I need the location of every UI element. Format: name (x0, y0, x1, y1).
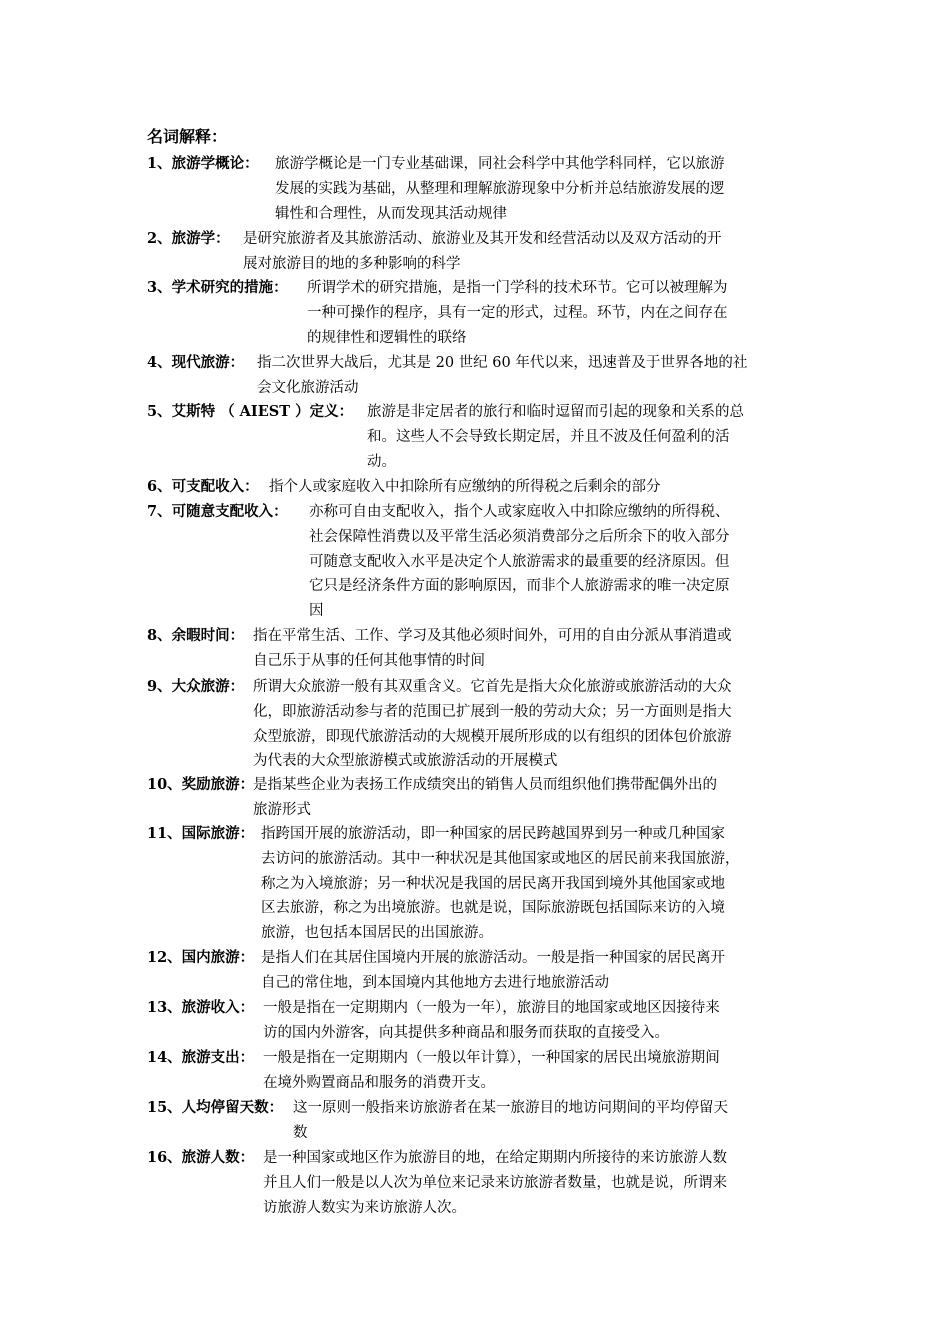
definition-line: 一般是指在一定期期内（一般为一年），旅游目的地国家或地区因接待来 (263, 1000, 720, 1016)
term-label: 9、大众旅游： (147, 678, 245, 695)
definition-line: 指个人或家庭收入中扣除所有应缴纳的所得税之后剩余的部分 (269, 479, 661, 495)
definition-line: 区去旅游，称之为出境旅游。也就是说，国际旅游既包括国际来访的入境 (261, 900, 725, 917)
term-label: 4、现代旅游： (147, 354, 245, 371)
definition-line: 去访问的旅游活动。其中一种状况是其他国家或地区的居民前来我国旅游， (261, 850, 740, 867)
term-label: 1、旅游学概论： (147, 155, 259, 172)
definition-line: 众型旅游，即现代旅游活动的大规模开展所形成的以有组织的团体包价旅游 (253, 728, 732, 745)
definition-line: 旅游学概论是一门专业基础课，同社会科学中其他学科同样，它以旅游 (275, 156, 725, 172)
definition-line: 并且人们一般是以人次为单位来记录来访旅游者数量，也就是说，所谓来 (263, 1174, 727, 1191)
definition-line: 指跨国开展的旅游活动，即一种国家的居民跨越国界到另一种或几种国家 (261, 826, 725, 842)
definition-text (263, 996, 720, 1046)
term-label: 3、学术研究的措施： (147, 279, 288, 296)
definition-line: 自己的常住地，到本国境内其他地方去进行地旅游活动 (261, 974, 609, 991)
term-label: 7、可随意支配收入： (147, 503, 288, 520)
definition-line: 一般是指在一定期期内（一般以年计算），一种国家的居民出境旅游期间 (263, 1050, 720, 1066)
definition-line: 的规律性和逻辑性的联络 (307, 329, 467, 346)
term-label: 14、旅游支出： (147, 1049, 255, 1066)
definition-line: 动。 (367, 453, 396, 470)
definition-text (263, 1146, 727, 1220)
definition-line: 和。这些人不会导致长期定居，并且不波及任何盈利的活 (367, 428, 730, 445)
definition-line: 会文化旅游活动 (257, 379, 359, 396)
term-label: 2、旅游学： (147, 230, 230, 247)
definition-line: 旅游是非定居者的旅行和临时逗留而引起的现象和关系的总 (367, 404, 744, 420)
term-label: 8、余暇时间： (147, 627, 245, 644)
definition-line: 指二次世界大战后，尤其是 20 世纪 60 年代以来，迅速普及于世界各地的社 (257, 355, 748, 371)
definition-line: 一种可操作的程序，具有一定的形式，过程。环节，内在之间存在 (307, 304, 728, 321)
term-label: 10、奖励旅游： (147, 776, 255, 793)
definition-line: 访的国内外游客，向其提供多种商品和服务而获取的直接受入。 (263, 1024, 669, 1041)
definition-line: 辑性和合理性，从而发现其活动规律 (275, 205, 507, 222)
definition-line: 所谓学术的研究措施，是指一门学科的技术环节。它可以被理解为 (307, 280, 728, 296)
definition-line: 这一原则一般指来访旅游者在某一旅游目的地访问期间的平均停留天 (293, 1100, 728, 1116)
definition-line: 为代表的大众型旅游模式或旅游活动的开展模式 (253, 753, 558, 770)
definition-line: 称之为入境旅游；另一种状况是我国的居民离开我国到境外其他国家或地 (261, 875, 725, 892)
definition-line: 是指某些企业为表扬工作成绩突出的销售人员而组织他们携带配偶外出的 (253, 777, 717, 793)
definition-line: 社会保障性消费以及平常生活必须消费部分之后所余下的收入部分 (309, 528, 730, 545)
term-label: 5、艾斯特 （ AIEST ）定义： (147, 403, 354, 420)
definition-text (253, 624, 732, 674)
definition-line: 亦称可自由支配收入，指个人或家庭收入中扣除应缴纳的所得税、 (309, 504, 730, 520)
definition-line: 展对旅游目的地的多种影响的科学 (243, 255, 461, 272)
definition-text (269, 475, 661, 500)
term-label: 6、可支配收入： (147, 478, 259, 495)
definition-line: 是一种国家或地区作为旅游目的地，在给定期期内所接待的来访旅游人数 (263, 1150, 727, 1166)
definition-text (307, 276, 728, 350)
definition-line: 是指人们在其居住国境内开展的旅游活动。一般是指一种国家的居民离开 (261, 950, 725, 966)
definition-text (263, 1046, 720, 1096)
term-label: 13、旅游收入： (147, 999, 255, 1016)
definition-line: 访旅游人数实为来访旅游人次。 (263, 1199, 466, 1216)
definition-text (293, 1096, 728, 1146)
definition-text (261, 822, 740, 946)
definition-line: 指在平常生活、工作、学习及其他必须时间外，可用的自由分派从事消遣或 (253, 628, 732, 644)
term-label: 11、国际旅游： (147, 825, 255, 842)
definition-line: 它只是经济条件方面的影响原因，而非个人旅游需求的唯一决定原 (309, 578, 730, 595)
definition-line: 在境外购置商品和服务的消费开支。 (263, 1074, 495, 1091)
definition-line: 发展的实践为基础，从整理和理解旅游现象中分析并总结旅游发展的逻 (275, 180, 725, 197)
definition-line: 因 (309, 603, 324, 620)
definition-text (261, 946, 725, 996)
definition-line: 旅游形式 (253, 801, 311, 818)
definition-text (275, 152, 725, 226)
section-heading: 名词解释： (147, 127, 228, 146)
definition-text (253, 675, 732, 774)
term-label: 12、国内旅游： (147, 949, 255, 966)
definition-text (367, 400, 744, 474)
definition-text (309, 500, 730, 624)
definition-line: 自己乐于从事的任何其他事情的时间 (253, 652, 485, 669)
definition-line: 数 (293, 1124, 308, 1141)
definition-line: 是研究旅游者及其旅游活动、旅游业及其开发和经营活动以及双方活动的开 (243, 231, 722, 247)
term-label: 16、旅游人数： (147, 1149, 255, 1166)
term-label: 15、人均停留天数： (147, 1099, 284, 1116)
definition-line: 化，即旅游活动参与者的范围已扩展到一般的劳动大众；另一方面则是指大 (253, 703, 732, 720)
definition-line: 可随意支配收入水平是决定个人旅游需求的最重要的经济原因。但 (309, 553, 730, 570)
definition-text (257, 351, 747, 401)
definition-text (253, 773, 717, 823)
definition-line: 所谓大众旅游一般有其双重含义。它首先是指大众化旅游或旅游活动的大众 (253, 679, 732, 695)
definition-text (243, 227, 722, 277)
definition-line: 旅游，也包括本国居民的出国旅游。 (261, 925, 493, 942)
